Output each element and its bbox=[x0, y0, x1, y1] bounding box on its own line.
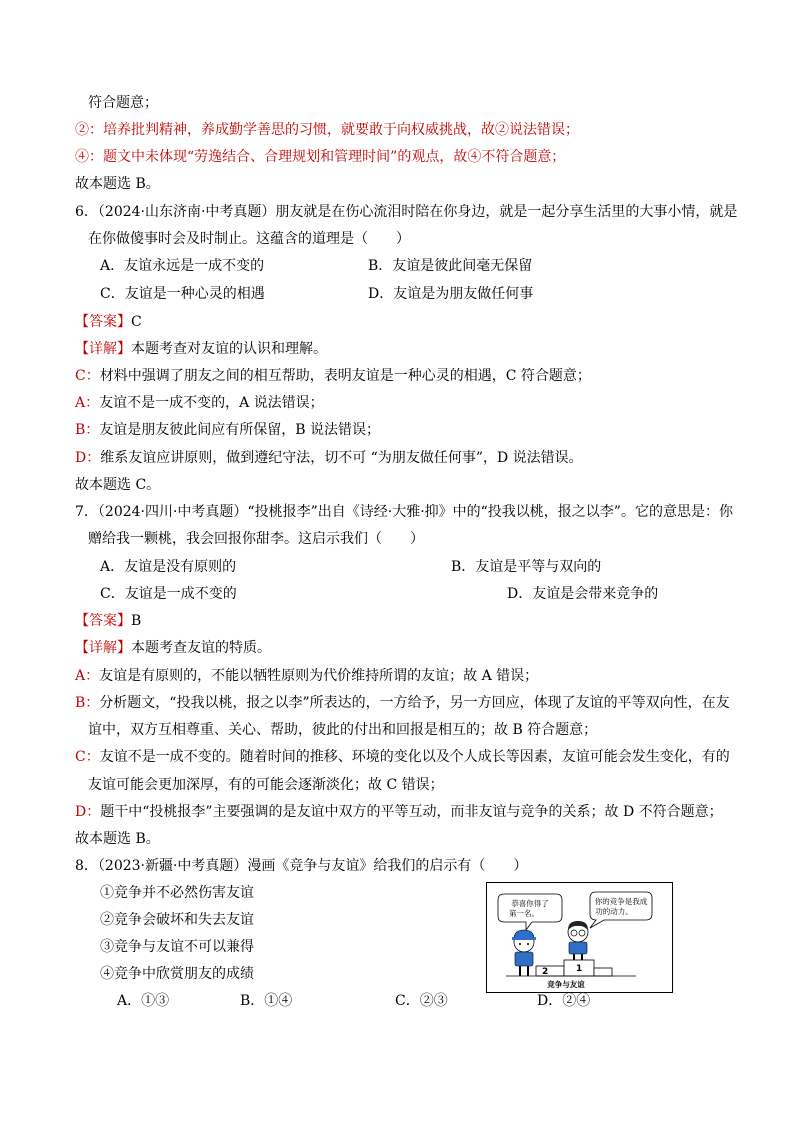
analysis-label: D： bbox=[75, 450, 101, 466]
q6-analysis-c bbox=[75, 366, 591, 386]
analysis-text: 友谊不是一成不变的。随着时间的推移、环境的变化以及个人成长等因素，友谊可能会发生变化，有的 bbox=[99, 749, 730, 765]
detail-tag: 【详解】 bbox=[75, 640, 131, 656]
q7-analysis-c-cont: 友谊可能会更加深厚，有的可能会逐渐淡化；故 C 错误； bbox=[88, 777, 444, 793]
podium-second-step bbox=[536, 966, 564, 976]
answer-tag: 【答案】 bbox=[75, 613, 131, 629]
left-kid-cap-brim bbox=[512, 937, 536, 940]
q7-stem-line-1: 7．（2024·四川·中考真题）“投桃报李”出自《诗经·大雅·抑》中的“投我以桃，报之以李”。它的意思是：你 bbox=[75, 504, 733, 520]
answer-value: C bbox=[131, 314, 142, 330]
analysis-label: A： bbox=[75, 668, 100, 684]
analysis-label: B： bbox=[75, 422, 100, 438]
q7-option-b: B．友谊是平等与双向的 bbox=[451, 559, 602, 575]
q7-analysis-b-cont: 谊中，双方互相尊重、关心、帮助，彼此的付出和回报是相互的；故 B 符合题意； bbox=[88, 722, 598, 738]
right-kid-shirt bbox=[569, 942, 587, 954]
q7-detail bbox=[75, 638, 271, 658]
q6-option-a: A．友谊永远是一成不变的 bbox=[100, 258, 265, 274]
q8-statement-4: ④竞争中欣赏朋友的成绩 bbox=[100, 966, 254, 982]
q7-answer bbox=[75, 611, 141, 631]
analysis-label: C： bbox=[75, 368, 100, 384]
analysis-label: C： bbox=[75, 749, 100, 765]
q6-analysis-d bbox=[75, 448, 583, 468]
analysis-text: 维系友谊应讲原则，做到遵纪守法，切不可 “为朋友做任何事”，D 说法错误。 bbox=[100, 450, 583, 466]
comic-caption: 竞争与友谊 bbox=[547, 980, 585, 989]
q8-statement-1: ①竞争并不必然伤害友谊 bbox=[100, 885, 254, 901]
right-bubble-line-2: 功的动力。 bbox=[595, 907, 633, 916]
analysis-text: 友谊不是一成不变的，A 说法错误； bbox=[99, 395, 324, 411]
q8-statement-3: ③竞争与友谊不可以兼得 bbox=[100, 939, 254, 955]
prev-tail-line-1: 符合题意； bbox=[88, 95, 158, 111]
left-kid-eye-right bbox=[527, 943, 529, 945]
podium-third-step bbox=[594, 968, 612, 976]
q7-analysis-d bbox=[75, 802, 723, 822]
analysis-text: 分析题文，“投我以桃，报之以李”所表达的，一方给予，另一方回应，体现了友谊的平等双向性，在友 bbox=[99, 695, 730, 711]
podium-second-number: 2 bbox=[542, 967, 549, 977]
right-bubble-line-1: 你的竞争是我成 bbox=[594, 897, 648, 906]
q6-detail bbox=[75, 339, 327, 359]
left-kid-eye-left bbox=[519, 943, 521, 945]
left-bubble-line-2: 第一名。 bbox=[509, 909, 539, 918]
q7-analysis-a bbox=[75, 666, 538, 686]
q7-analysis-b bbox=[75, 693, 730, 713]
q6-answer bbox=[75, 312, 142, 332]
detail-tag: 【详解】 bbox=[75, 341, 131, 357]
analysis-text: 题干中“投桃报李”主要强调的是友谊中双方的平等互动，而非友谊与竞争的关系；故 D 不符合题意； bbox=[100, 804, 723, 820]
detail-intro: 本题考查对友谊的认识和理解。 bbox=[131, 341, 327, 357]
q7-option-d: D．友谊是会带来竞争的 bbox=[507, 586, 659, 602]
q6-option-d: D．友谊是为朋友做任何事 bbox=[368, 286, 534, 302]
q6-option-c: C．友谊是一种心灵的相遇 bbox=[100, 286, 265, 302]
answer-tag: 【答案】 bbox=[75, 314, 131, 330]
q6-conclusion: 故本题选 C。 bbox=[75, 477, 161, 493]
q8-stem: 8．（2023·新疆·中考真题）漫画《竞争与友谊》给我们的启示有（ ） bbox=[75, 858, 528, 874]
q6-stem-line-1: 6．（2024·山东济南·中考真题）朋友就是在伤心流泪时陪在你身边，就是一起分享生活里的大事小情，就是 bbox=[75, 204, 738, 220]
analysis-text: 友谊是朋友彼此间应有所保留，B 说法错误； bbox=[99, 422, 381, 438]
analysis-label: B： bbox=[75, 695, 100, 711]
answer-value: B bbox=[131, 613, 142, 629]
analysis-text: 友谊是有原则的，不能以牺牲原则为代价维持所谓的友谊；故 A 错误； bbox=[99, 668, 539, 684]
analysis-label: D： bbox=[75, 804, 101, 820]
q8-statement-2: ②竞争会破坏和失去友谊 bbox=[100, 912, 254, 928]
q7-option-a: A．友谊是没有原则的 bbox=[100, 559, 237, 575]
left-kid-shirt bbox=[515, 952, 533, 966]
podium-first-number: 1 bbox=[576, 964, 583, 974]
prev-tail-line-2: ②：培养批判精神，养成勤学善思的习惯，就要敢于向权威挑战，故②说法错误； bbox=[75, 122, 579, 138]
comic-competition-and-friendship bbox=[486, 882, 673, 993]
q7-conclusion: 故本题选 B。 bbox=[75, 831, 160, 847]
analysis-text: 材料中强调了朋友之间的相互帮助，表明友谊是一种心灵的相遇，C 符合题意； bbox=[99, 368, 591, 384]
prev-conclusion: 故本题选 B。 bbox=[75, 176, 160, 192]
q6-stem-line-2: 在你做傻事时会及时制止。这蕴含的道理是（ ） bbox=[88, 231, 410, 247]
q7-analysis-c bbox=[75, 747, 730, 767]
q8-option-a: A．①③ bbox=[117, 993, 170, 1009]
left-bubble-line-1: 恭喜你得了 bbox=[511, 899, 549, 908]
q8-option-b: B．①④ bbox=[240, 993, 293, 1009]
q8-option-c: C．②③ bbox=[395, 993, 448, 1009]
q6-analysis-a bbox=[75, 393, 324, 413]
detail-intro: 本题考查友谊的特质。 bbox=[131, 640, 271, 656]
q6-option-b: B．友谊是彼此间毫无保留 bbox=[368, 258, 533, 274]
q6-analysis-b bbox=[75, 420, 380, 440]
prev-tail-line-3: ④：题文中未体现“劳逸结合、合理规划和管理时间”的观点，故④不符合题意； bbox=[75, 149, 566, 165]
analysis-label: A： bbox=[75, 395, 100, 411]
q7-option-c: C．友谊是一成不变的 bbox=[100, 586, 237, 602]
q8-option-d: D．②④ bbox=[537, 993, 591, 1009]
q7-stem-line-2: 赠给我一颗桃，我会回报你甜李。这启示我们（ ） bbox=[88, 531, 424, 547]
